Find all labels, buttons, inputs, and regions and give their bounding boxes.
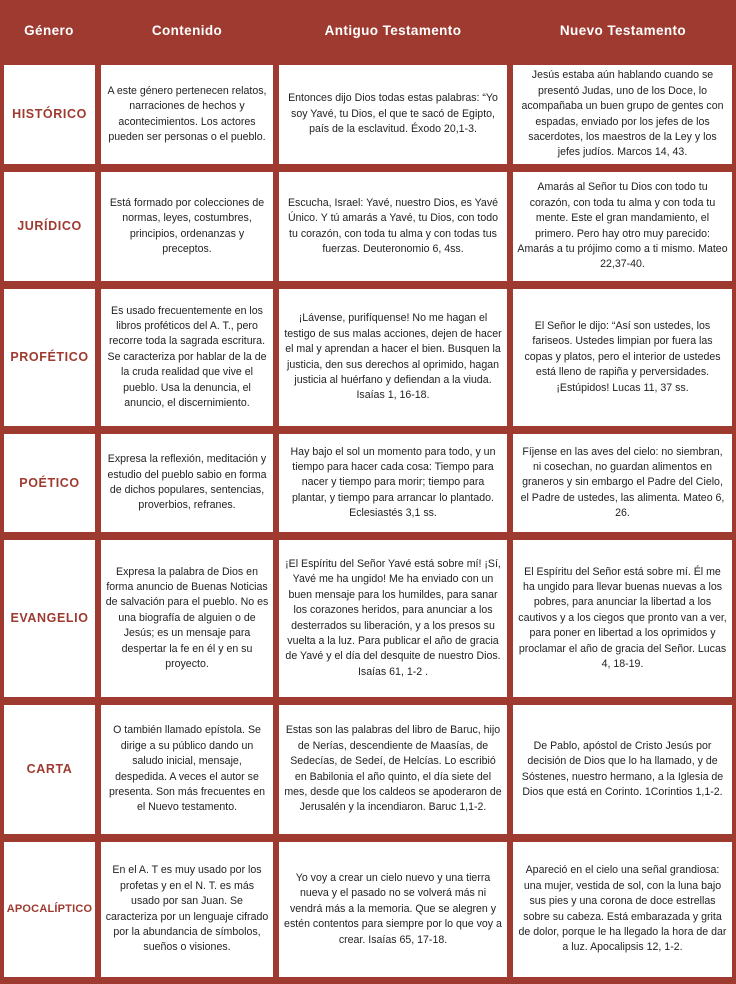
nt-historico: Jesús estaba aún hablando cuando se presentó Judas, uno de los Doce, lo acompañaba un buen grupo de gentes con espadas, enviado por los jefes de los sacerdotes, los maestros de la Ley y los jefes judíos. Marcos 14, 43. <box>513 65 732 164</box>
at-juridico: Escucha, Israel: Yavé, nuestro Dios, es Yavé Único. Y tú amarás a Yavé, tu Dios, con todo tu corazón, con toda tu alma y con todas tus fuerzas. Deuteronomio 6, 4ss. <box>279 172 507 281</box>
at-apocaliptico: Yo voy a crear un cielo nuevo y una tierra nueva y el pasado no se volverá más ni vendrá más a la memoria. Que se alegren y estén contentos para siempre por lo que voy a crear. Isaías 65, 17-18. <box>279 842 507 977</box>
genre-poetico: POÉTICO <box>4 434 95 532</box>
header-contenido: Contenido <box>151 23 223 38</box>
at-profetico: ¡Lávense, purifíquense! No me hagan el testigo de sus malas acciones, dejen de hacer el mal y aprendan a hacer el bien. Busquen la justicia, den sus derechos al oprimido, hagan justicia al huérfano y defiendan a la viuda. Isaías 1, 16-18. <box>279 289 507 426</box>
genre-historico: HISTÓRICO <box>4 65 95 164</box>
header-genero: Género <box>24 23 74 38</box>
nt-poetico: Fíjense en las aves del cielo: no siembran, ni cosechan, no guardan alimentos en graneros y sin embargo el Padre del Cielo, el Padre de ustedes, las alimenta. Mateo 6, 26. <box>513 434 732 532</box>
contenido-apocaliptico: En el A. T es muy usado por los profetas y en el N. T. es más usado por san Juan. Se caracteriza por un lenguaje cifrado por la abundancia de símbolos, sueños o visiones. <box>101 842 273 977</box>
nt-carta: De Pablo, apóstol de Cristo Jesús por decisión de Dios que lo ha llamado, y de Sóstenes, nuestro hermano, a la Iglesia de Dios que está en Corinto. 1Corintios 1,1-2. <box>513 705 732 834</box>
nt-profetico: El Señor le dijo: “Así son ustedes, los fariseos. Ustedes limpian por fuera las copas y platos, pero el interior de ustedes está lleno de rapiña y perversidades. ¡Estúpidos! Lucas 11, 37 ss. <box>513 289 732 426</box>
genre-evangelio: EVANGELIO <box>4 540 95 697</box>
nt-evangelio: El Espíritu del Señor está sobre mí. Él me ha ungido para llevar buenas nuevas a los pobres, para anunciar la libertad a los cautivos y a los ciegos que pronto van a ver, para poner en libertad a los oprimidos y proclamar el año de gracia del Señor. Lucas 4, 18-19. <box>513 540 732 697</box>
contenido-carta: O también llamado epístola. Se dirige a su público dando un saludo inicial, mensaje, despedida. A veces el autor se presenta. Son más frecuentes en el Nuevo testamento. <box>101 705 273 834</box>
contenido-juridico: Está formado por colecciones de normas, leyes, costumbres, principios, ordenanzas y preceptos. <box>101 172 273 281</box>
genre-apocaliptico: APOCALÍPTICO <box>4 842 95 977</box>
nt-apocaliptico: Apareció en el cielo una señal grandiosa: una mujer, vestida de sol, con la luna bajo sus pies y una corona de doce estrellas sobre su cabeza. Está embarazada y grita de dolor, porque le ha llegado la hora de dar a luz. Apocalipsis 12, 1-2. <box>513 842 732 977</box>
contenido-profetico: Es usado frecuentemente en los libros proféticos del A. T., pero recorre toda la sagrada escritura. Se caracteriza por hablar de la de la cruda realidad que vive el pueblo. Usa la denuncia, el anuncio, el discernimiento. <box>101 289 273 426</box>
genre-profetico: PROFÉTICO <box>4 289 95 426</box>
header-nuevo-testamento: Nuevo Testamento <box>559 23 687 38</box>
at-poetico: Hay bajo el sol un momento para todo, y un tiempo para hacer cada cosa: Tiempo para nacer y tiempo para morir; tiempo para plantar, y tiempo para arrancar lo plantado. Eclesiastés 3,1 ss. <box>279 434 507 532</box>
at-carta: Estas son las palabras del libro de Baruc, hijo de Nerías, descendiente de Maasías, de Sedecías, de Sedeí, de Helcías. Lo escribió en Babilonia el año quinto, el día siete del mes, desde que los caldeos se apoderaron de Jerusalén y la incendiaron. Baruc 1,1-2. <box>279 705 507 834</box>
nt-juridico: Amarás al Señor tu Dios con todo tu corazón, con toda tu alma y con toda tu mente. Este el gran mandamiento, el primero. Pero hay otro muy parecido: Amarás a tu prójimo como a ti mismo. Mateo 22,37-40. <box>513 172 732 281</box>
contenido-historico: A este género pertenecen relatos, narraciones de hechos y acontecimientos. Los actores pueden ser personas o el pueblo. <box>101 65 273 164</box>
contenido-poetico: Expresa la reflexión, meditación y estudio del pueblo sabio en forma de dichos populares, sentencias, proverbios, refranes. <box>101 434 273 532</box>
genre-juridico: JURÍDICO <box>4 172 95 281</box>
header-antiguo-testamento: Antiguo Testamento <box>324 23 462 38</box>
at-evangelio: ¡El Espíritu del Señor Yavé está sobre mí! ¡Sí, Yavé me ha ungido! Me ha enviado con un buen mensaje para los humildes, para sanar los corazones heridos, para anunciar a los desterrados su liberación, y a los presos su vuelta a la luz. Para publicar el año de gracia de Yavé y el día del desquite de nuestro Dios. Isaías 61, 1-2 . <box>279 540 507 697</box>
at-historico: Entonces dijo Dios todas estas palabras: “Yo soy Yavé, tu Dios, el que te sacó de Egipto, país de la esclavitud. Éxodo 20,1-3. <box>279 65 507 164</box>
genre-carta: CARTA <box>4 705 95 834</box>
contenido-evangelio: Expresa la palabra de Dios en forma anuncio de Buenas Noticias de salvación para el pueblo. No es una biografía de alguien o de Jesús; es un mensaje para despertar la fe en él y en su proyecto. <box>101 540 273 697</box>
